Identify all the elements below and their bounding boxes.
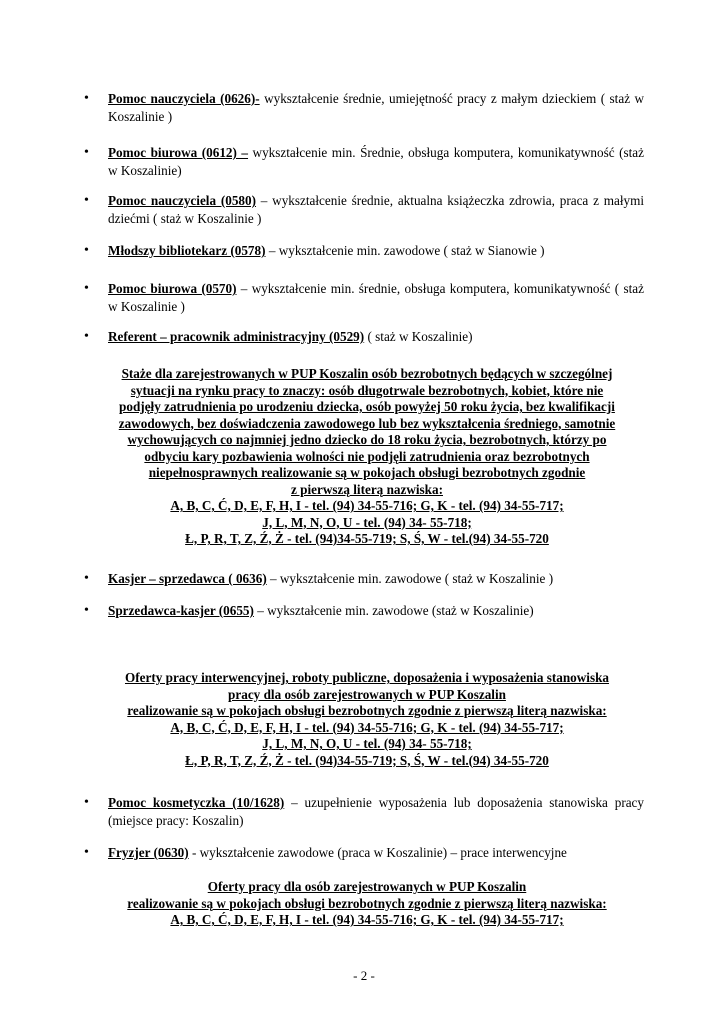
- list-item: [84, 570, 644, 588]
- section-line: wychowujących co najmniej jedno dziecko do 18 roku życia, bezrobotnych, którzy po: [127, 432, 607, 447]
- bullet-icon: •: [84, 145, 89, 160]
- job-title: Sprzedawca-kasjer (0655): [108, 603, 254, 618]
- job-title: Pomoc nauczyciela (0580): [108, 193, 257, 208]
- job-description: – wykształcenie min. średnie, obsługa komputera, komunikatywność ( staż w Koszalinie ): [108, 281, 644, 314]
- bullet-icon: •: [84, 329, 89, 344]
- section-line: odbyciu kary pozbawienia wolności nie podjęli zatrudnienia oraz bezrobotnych: [144, 448, 590, 464]
- bullet-icon: •: [84, 281, 89, 296]
- section-line: Staże dla zarejestrowanych w PUP Koszalin osób bezrobotnych będących w szczególnej: [121, 366, 613, 381]
- list-item: [84, 844, 644, 862]
- phone-line: Ł, P, R, T, Z, Ź, Ż - tel. (94)34-55-719; S, Ś, W - tel.(94) 34-55-720: [185, 531, 549, 546]
- list-item: [84, 280, 644, 316]
- job-title: Pomoc biurowa (0612) –: [108, 145, 249, 160]
- section-line: pracy dla osób zarejestrowanych w PUP Koszalin: [228, 686, 506, 702]
- job-description: wykształcenie min. Średnie, obsługa komputera, komunikatywność (staż w Koszalinie): [108, 145, 644, 178]
- job-description: – wykształcenie min. zawodowe (staż w Koszalinie): [253, 603, 534, 618]
- phone-line: Ł, P, R, T, Z, Ź, Ż - tel. (94)34-55-719; S, Ś, W - tel.(94) 34-55-720: [185, 752, 549, 768]
- job-description: ( staż w Koszalinie): [364, 329, 473, 344]
- section-line: realizowanie są w pokojach obsługi bezrobotnych zgodnie z pierwszą literą nazwiska:: [127, 895, 607, 911]
- intervention-work-info-block: [84, 670, 650, 769]
- job-description: - wykształcenie zawodowe (praca w Koszalinie) – prace interwencyjne: [188, 845, 567, 860]
- internship-info-block: [84, 366, 650, 548]
- list-item: [84, 794, 644, 830]
- list-item: [84, 144, 644, 180]
- job-title: Młodszy bibliotekarz (0578): [108, 243, 266, 258]
- section-line: realizowanie są w pokojach obsługi bezrobotnych zgodnie z pierwszą literą nazwiska:: [127, 703, 607, 718]
- bullet-icon: •: [84, 243, 89, 258]
- section-line: Oferty pracy interwencyjnej, roboty publiczne, doposażenia i wyposażenia stanowiska: [124, 670, 610, 685]
- section-line: Oferty pracy dla osób zarejestrowanych w PUP Koszalin: [207, 879, 527, 894]
- bullet-icon: •: [84, 193, 89, 208]
- bullet-icon: •: [84, 91, 89, 106]
- bullet-icon: •: [84, 845, 89, 860]
- section-line: podjęły zatrudnienia po urodzeniu dziecka, osób powyżej 50 roku życia, bez kwalifikacji: [119, 399, 615, 414]
- job-title: Pomoc nauczyciela (0626)-: [108, 91, 260, 106]
- bullet-icon: •: [84, 603, 89, 618]
- phone-line: A, B, C, Ć, D, E, F, H, I - tel. (94) 34-55-716; G, K - tel. (94) 34-55-717;: [170, 719, 564, 735]
- section-line: sytuacji na rynku pracy to znaczy: osób długotrwale bezrobotnych, kobiet, które nie: [130, 382, 604, 398]
- section-line: zawodowych, bez doświadczenia zawodowego lub bez wykształcenia średniego, samotnie: [118, 415, 616, 431]
- job-offers-info-block: [84, 879, 650, 929]
- list-item: [84, 242, 644, 260]
- section-line: niepełnosprawnych realizowanie są w pokojach obsługi bezrobotnych zgodnie: [148, 465, 586, 480]
- job-title: Fryzjer (0630): [108, 845, 189, 860]
- phone-line: J, L, M, N, O, U - tel. (94) 34- 55-718;: [262, 736, 472, 751]
- job-title: Pomoc kosmetyczka (10/1628): [108, 795, 285, 810]
- phone-line: A, B, C, Ć, D, E, F, H, I - tel. (94) 34-55-716; G, K - tel. (94) 34-55-717;: [170, 498, 564, 513]
- job-title: Referent – pracownik administracyjny (0529): [108, 329, 365, 344]
- section-line: z pierwszą literą nazwiska:: [291, 481, 443, 497]
- phone-line: A, B, C, Ć, D, E, F, H, I - tel. (94) 34-55-716; G, K - tel. (94) 34-55-717;: [170, 912, 564, 927]
- phone-line: J, L, M, N, O, U - tel. (94) 34- 55-718;: [262, 514, 472, 530]
- list-item: [84, 192, 644, 228]
- job-title: Kasjer – sprzedawca ( 0636): [108, 571, 267, 586]
- list-item: [84, 90, 644, 126]
- job-title: Pomoc biurowa (0570): [108, 281, 237, 296]
- list-item: [84, 328, 644, 346]
- page-number: - 2 -: [353, 968, 375, 983]
- job-description: – wykształcenie średnie, aktualna książeczka zdrowia, praca z małymi dziećmi ( staż w Koszalinie ): [108, 193, 644, 226]
- job-description: – wykształcenie min. zawodowe ( staż w Sianowie ): [265, 243, 545, 258]
- bullet-icon: •: [84, 571, 89, 586]
- list-item: [84, 602, 644, 620]
- job-description: – wykształcenie min. zawodowe ( staż w Koszalinie ): [266, 571, 554, 586]
- job-description: – uzupełnienie wyposażenia lub doposażenia stanowiska pracy (miejsce pracy: Koszalin): [108, 795, 645, 828]
- bullet-icon: •: [84, 795, 89, 810]
- job-description: wykształcenie średnie, umiejętność pracy z małym dzieckiem ( staż w Koszalinie ): [108, 91, 644, 124]
